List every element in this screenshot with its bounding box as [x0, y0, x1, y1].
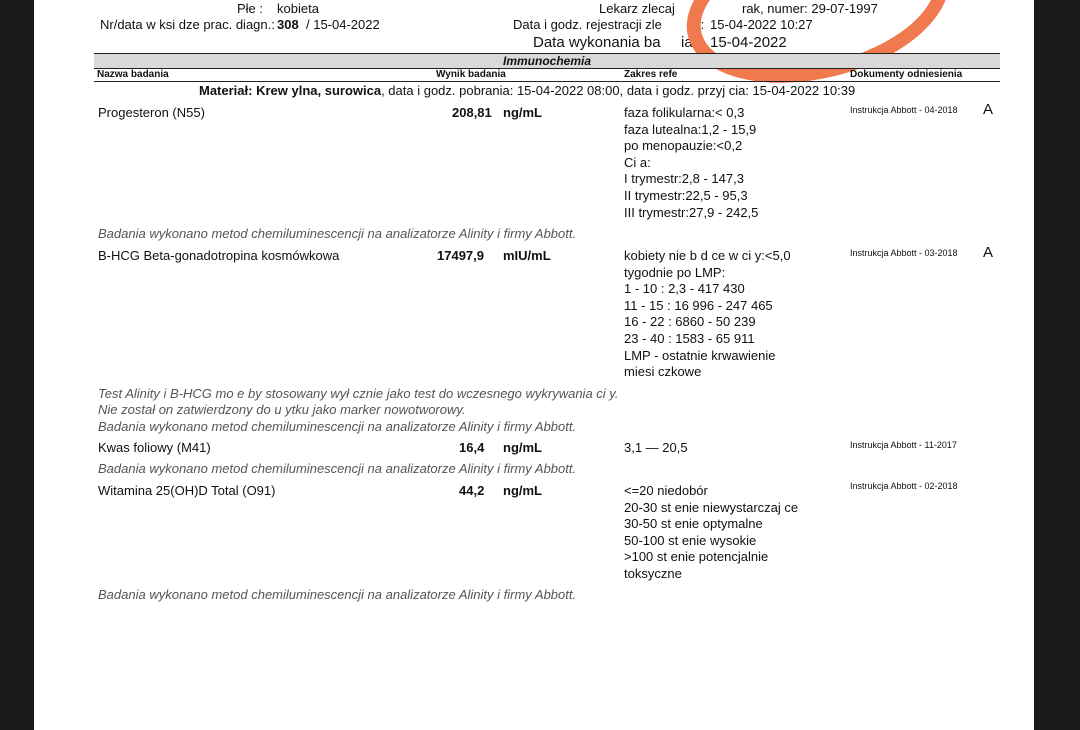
col-header-range: Zakres refe: [624, 69, 678, 80]
range-line: 20-30 st enie niewystarczaj ce: [624, 499, 799, 515]
range-line: I trymestr:2,8 - 147,3: [624, 171, 744, 187]
range-line: faza folikularna:< 0,3: [624, 105, 745, 120]
test-value: 17497,9: [437, 248, 484, 263]
execution-date: 15-04-2022: [710, 34, 787, 51]
material-label: Materiał: Krew ylna, surowica: [199, 83, 382, 98]
test-name: Witamina 25(OH)D Total (O91): [98, 483, 276, 498]
col-header-docs: Dokumenty odniesienia: [850, 69, 963, 80]
range-line: miesi czkowe: [624, 364, 702, 380]
reference-range: [624, 440, 688, 457]
range-line: 16 - 22 : 6860 - 50 239: [624, 314, 756, 330]
method-note: Badania wykonano metod chemiluminescencji na analizatorze Alinity i firmy Abbott.: [98, 461, 577, 476]
range-line: kobiety nie b d ce w ci y:<5,0: [624, 248, 791, 263]
range-line: 30-50 st enie optymalne: [624, 516, 763, 532]
range-line: po menopauzie:<0,2: [624, 138, 743, 154]
sex-value: kobieta: [277, 1, 319, 16]
header-divider: [94, 81, 1000, 82]
test-name: Kwas foliowy (M41): [98, 440, 211, 455]
reference-range: [624, 483, 798, 583]
range-line: 50-100 st enie wysokie: [624, 532, 757, 548]
range-line: II trymestr:22,5 - 95,3: [624, 187, 748, 203]
section-title: Immunochemia: [502, 54, 592, 68]
col-header-name: Nazwa badania: [97, 69, 169, 80]
test-unit: ng/mL: [503, 105, 542, 120]
material-line: [199, 83, 855, 98]
material-details: , data i godz. pobrania: 15-04-2022 08:00, data i godz. przyj: [381, 83, 726, 98]
reference-doc: Instrukcja Abbott - 02-2018: [850, 481, 958, 491]
test-unit: mIU/mL: [503, 248, 551, 263]
test-unit: ng/mL: [503, 483, 542, 498]
range-line: 11 - 15 : 16 996 - 247 465: [624, 297, 773, 313]
registration-tail: .:: [697, 17, 705, 32]
hcg-note-2: Nie został on zatwierdzony do u ytku jako marker nowotworowy.: [98, 402, 466, 417]
range-line: <=20 niedobór: [624, 483, 708, 498]
flag-marker: A: [983, 101, 994, 118]
col-header-result: Wynik badania: [436, 69, 506, 80]
registration-label: Data i godz. rejestracji zle: [513, 17, 662, 32]
document-page: [34, 0, 1034, 730]
test-name: Progesteron (N55): [98, 105, 205, 120]
reference-doc: Instrukcja Abbott - 04-2018: [850, 105, 958, 115]
execution-label: Data wykonania ba: [533, 34, 661, 51]
section-bar: [94, 53, 1000, 69]
execution-tail: ia:: [681, 34, 697, 51]
test-value: 44,2: [459, 483, 485, 498]
reference-range: [624, 105, 758, 221]
registration-datetime: 15-04-2022 10:27: [710, 17, 813, 32]
hcg-note-1: Test Alinity i B-HCG mo e by stosowany wył cznie jako test do wczesnego wykrywania ci y.: [98, 386, 619, 401]
book-label: Nr/data w ksi dze prac. diagn.:: [100, 17, 275, 32]
doctor-label: Lekarz zlecaj: [599, 1, 675, 16]
book-date: / 15-04-2022: [306, 17, 380, 32]
reference-doc: Instrukcja Abbott - 03-2018: [850, 248, 958, 258]
test-value: 16,4: [459, 440, 485, 455]
reference-doc: Instrukcja Abbott - 11-2017: [850, 440, 957, 450]
range-line: 23 - 40 : 1583 - 65 911: [624, 330, 755, 346]
range-line: LMP - ostatnie krwawienie: [624, 347, 776, 363]
range-line: III trymestr:27,9 - 242,5: [624, 204, 759, 220]
range-line: 1 - 10 : 2,3 - 417 430: [624, 281, 745, 297]
range-line: >100 st enie potencjalnie: [624, 549, 769, 565]
flag-marker: A: [983, 244, 994, 261]
range-line: faza lutealna:1,2 - 15,9: [624, 121, 757, 137]
range-line: 3,1 — 20,5: [624, 440, 688, 455]
method-note: Badania wykonano metod chemiluminescencji na analizatorze Alinity i firmy Abbott.: [98, 587, 577, 602]
range-line: Ci a:: [624, 154, 651, 170]
doctor-tail: rak, numer: 29-07-1997: [742, 1, 878, 16]
method-note: Badania wykonano metod chemiluminescencji na analizatorze Alinity i firmy Abbott.: [98, 226, 577, 241]
reference-range: [624, 248, 791, 381]
range-line: toksyczne: [624, 565, 682, 581]
test-value: 208,81: [452, 105, 492, 120]
method-note: Badania wykonano metod chemiluminescencji na analizatorze Alinity i firmy Abbott.: [98, 419, 577, 434]
test-unit: ng/mL: [503, 440, 542, 455]
book-number: 308: [277, 17, 299, 32]
test-name: B-HCG Beta-gonadotropina kosmówkowa: [98, 248, 340, 263]
material-details-end: cia: 15-04-2022 10:39: [728, 83, 856, 98]
sex-label: Płe :: [237, 1, 264, 16]
range-line: tygodnie po LMP:: [624, 264, 726, 280]
